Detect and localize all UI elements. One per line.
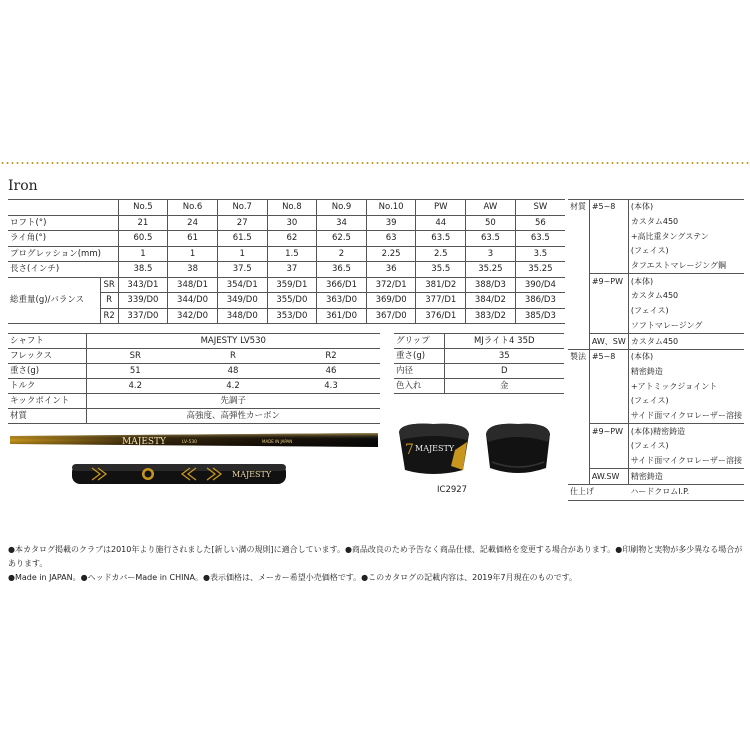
weight-cell: 376/D1 (416, 308, 466, 324)
spec-row-label: プログレッション(mm) (8, 246, 118, 262)
club-header: No.5 (118, 200, 168, 216)
materials-row (568, 394, 744, 409)
weight-cell: 369/D0 (366, 293, 416, 309)
materials-blank (568, 244, 589, 259)
weight-cell: 367/D0 (366, 308, 416, 324)
club-header: No.6 (168, 200, 218, 216)
materials-blank (568, 424, 589, 439)
weight-cell: 366/D1 (317, 277, 367, 293)
spec-cell: 39 (366, 215, 416, 231)
spec-row (8, 215, 565, 231)
materials-blank (589, 409, 628, 424)
flex-value: R (184, 349, 282, 364)
spec-cell: 34 (317, 215, 367, 231)
materials-line: ソフトマレージング (628, 319, 744, 334)
shaft-spec-table (8, 333, 380, 424)
shaft-brand-text: MAJESTY (122, 437, 167, 447)
spec-cell: 38.5 (118, 262, 168, 278)
spec-cell: 27 (217, 215, 267, 231)
cover-number-text: 7 (405, 442, 414, 458)
materials-row (568, 454, 744, 469)
weight-cell: 372/D1 (366, 277, 416, 293)
spec-cell: 63.5 (515, 231, 565, 247)
spec-cell: 1 (168, 246, 218, 262)
grip-value: MJライト4 35D (444, 334, 564, 349)
finish-value: ハードクロムI.P. (628, 485, 744, 501)
weight-cell: 353/D0 (267, 308, 317, 324)
materials-line: +アトミックジョイント (628, 379, 744, 394)
spec-cell: 35.25 (466, 262, 516, 278)
grip-image (72, 460, 286, 488)
materials-row (568, 349, 744, 364)
materials-line: カスタム450 (628, 215, 744, 230)
materials-row (568, 319, 744, 334)
spec-cell: 37 (267, 262, 317, 278)
torque-value: 4.2 (184, 379, 282, 394)
materials-blank (568, 379, 589, 394)
flex-label: フレックス (8, 349, 86, 364)
grip-diameter-label: 内径 (394, 364, 444, 379)
spec-cell: 37.5 (217, 262, 267, 278)
weight-cell: 344/D0 (168, 293, 218, 309)
materials-row (568, 215, 744, 230)
footnote-line: ●本カタログ掲載のクラブは2010年より施行されました[新しい溝の規則]に適合しています。●商品改良のため予告なく商品仕様、記載価格を変更する場合があります。●印刷物と実物が多少異なる場合があります。 (8, 545, 743, 568)
torque-value: 4.3 (282, 379, 380, 394)
grip-diameter-row (394, 364, 564, 379)
materials-range: AW.SW (589, 469, 628, 485)
shaft-model-text: LV-530 (182, 440, 198, 445)
spec-cell: 50 (466, 215, 516, 231)
flex-value: SR (86, 349, 184, 364)
section-title: Iron (8, 178, 38, 194)
grip-diameter-value: D (444, 364, 564, 379)
weight-cell: 337/D0 (118, 308, 168, 324)
spec-row-label: ロフト(°) (8, 215, 118, 231)
materials-range: #9~PW (589, 424, 628, 439)
materials-blank (568, 394, 589, 409)
footnotes (8, 543, 748, 585)
kick-label: キックポイント (8, 394, 86, 409)
weight-cell: 390/D4 (515, 277, 565, 293)
materials-blank (568, 259, 589, 274)
club-header: PW (416, 200, 466, 216)
kick-value: 先調子 (86, 394, 380, 409)
shaft-material-row (8, 409, 380, 424)
materials-row (568, 200, 744, 215)
materials-blank (589, 439, 628, 454)
shaft-material-value: 高強度、高弾性カーボン (86, 409, 380, 424)
finish-row (568, 485, 744, 501)
grip-weight-label: 重さ(g) (394, 349, 444, 364)
materials-row (568, 439, 744, 454)
materials-row (568, 424, 744, 439)
materials-line: タフエストマレージング鋼 (628, 259, 744, 274)
materials-row (568, 244, 744, 259)
materials-blank (589, 365, 628, 380)
materials-row (568, 334, 744, 350)
materials-section-label: 材質 (568, 200, 589, 215)
weight-cell: 355/D0 (267, 293, 317, 309)
materials-blank (568, 365, 589, 380)
materials-line: サイド面マイクロレーザー溶接 (628, 454, 744, 469)
weight-cell: 359/D1 (267, 277, 317, 293)
materials-blank (568, 289, 589, 304)
weight-flex: R2 (100, 308, 118, 324)
materials-line: カスタム450 (628, 289, 744, 304)
flex-row (8, 349, 380, 364)
materials-blank (568, 274, 589, 289)
spec-cell: 1.5 (267, 246, 317, 262)
spec-cell: 61 (168, 231, 218, 247)
spec-cell: 60.5 (118, 231, 168, 247)
materials-row (568, 304, 744, 319)
weight-cell: 354/D1 (217, 277, 267, 293)
weight-cell: 386/D3 (515, 293, 565, 309)
materials-line: カスタム450 (628, 334, 744, 350)
materials-line: (本体) (628, 200, 744, 215)
spec-row-label: ライ角(°) (8, 231, 118, 247)
spec-cell: 44 (416, 215, 466, 231)
club-header: No.9 (317, 200, 367, 216)
materials-line: 精密鋳造 (628, 365, 744, 380)
spec-cell: 3 (466, 246, 516, 262)
weight-cell: 339/D0 (118, 293, 168, 309)
weight-flex: R (100, 293, 118, 309)
materials-blank (568, 469, 589, 485)
torque-row (8, 379, 380, 394)
head-cover-left-image (393, 420, 475, 478)
spec-cell: 56 (515, 215, 565, 231)
materials-blank (589, 304, 628, 319)
footnote-line: ●Made in JAPAN。●ヘッドカバーMade in CHINA。●表示価格は、メーカー希望小売価格です。●このカタログの記載内容は、2019年7月現在のものです。 (8, 573, 577, 582)
head-cover-right-image (482, 420, 554, 478)
materials-blank (589, 394, 628, 409)
shaft-material-label: 材質 (8, 409, 86, 424)
spec-cell: 30 (267, 215, 317, 231)
materials-row (568, 289, 744, 304)
weight-cell: 383/D2 (466, 308, 516, 324)
materials-blank (589, 244, 628, 259)
flex-value: R2 (282, 349, 380, 364)
torque-label: トルク (8, 379, 86, 394)
shaft-weight-label: 重さ(g) (8, 364, 86, 379)
spec-header-row (8, 200, 565, 216)
weight-flex: SR (100, 277, 118, 293)
materials-blank (568, 215, 589, 230)
materials-line: (フェイス) (628, 304, 744, 319)
grip-color-label: 色入れ (394, 379, 444, 394)
spec-row (8, 246, 565, 262)
club-header: AW (466, 200, 516, 216)
materials-line: (フェイス) (628, 439, 744, 454)
spec-cell: 36.5 (317, 262, 367, 278)
materials-range: #9~PW (589, 274, 628, 289)
spec-cell: 2 (317, 246, 367, 262)
weight-cell: 385/D3 (515, 308, 565, 324)
spec-cell: 61.5 (217, 231, 267, 247)
spec-row (8, 262, 565, 278)
spec-cell: 63 (366, 231, 416, 247)
grip-weight-value: 35 (444, 349, 564, 364)
spec-cell: 62.5 (317, 231, 367, 247)
shaft-value: MAJESTY LV530 (86, 334, 380, 349)
grip-color-row (394, 379, 564, 394)
club-header: SW (515, 200, 565, 216)
grip-row (394, 334, 564, 349)
materials-blank (589, 215, 628, 230)
materials-line: サイド面マイクロレーザー溶接 (628, 409, 744, 424)
weight-cell: 384/D2 (466, 293, 516, 309)
materials-blank (568, 334, 589, 350)
spec-cell: 21 (118, 215, 168, 231)
materials-blank (568, 229, 589, 244)
spec-cell: 63.5 (416, 231, 466, 247)
shaft-weight-value: 46 (282, 364, 380, 379)
iron-spec-table (8, 199, 565, 324)
club-header: No.7 (217, 200, 267, 216)
cover-brand-text: MAJESTY (415, 444, 455, 453)
materials-blank (568, 409, 589, 424)
spec-cell: 62 (267, 231, 317, 247)
materials-range: #5~8 (589, 200, 628, 215)
materials-row (568, 409, 744, 424)
cover-code-label: IC2927 (437, 485, 468, 495)
shaft-label: シャフト (8, 334, 86, 349)
club-header: No.10 (366, 200, 416, 216)
header-blank (8, 200, 118, 216)
grip-brand-text: MAJESTY (232, 470, 272, 479)
materials-row (568, 229, 744, 244)
spec-cell: 36 (366, 262, 416, 278)
materials-line: +高比重タングステン (628, 229, 744, 244)
materials-line: (本体) (628, 274, 744, 289)
spec-cell: 38 (168, 262, 218, 278)
weight-cell: 363/D0 (317, 293, 367, 309)
spec-cell: 2.5 (416, 246, 466, 262)
materials-blank (589, 454, 628, 469)
spec-cell: 24 (168, 215, 218, 231)
materials-line: (本体)精密鋳造 (628, 424, 744, 439)
spec-cell: 35.5 (416, 262, 466, 278)
materials-blank (568, 439, 589, 454)
weight-cell: 343/D1 (118, 277, 168, 293)
spec-cell: 35.25 (515, 262, 565, 278)
materials-blank (568, 454, 589, 469)
weight-cell: 348/D0 (217, 308, 267, 324)
materials-blank (589, 319, 628, 334)
grip-color-value: 金 (444, 379, 564, 394)
weight-cell: 342/D0 (168, 308, 218, 324)
materials-blank (589, 379, 628, 394)
materials-table (568, 199, 744, 501)
weight-cell: 349/D0 (217, 293, 267, 309)
materials-blank (589, 229, 628, 244)
weight-row (8, 277, 565, 293)
grip-spec-table (394, 333, 564, 394)
materials-row (568, 274, 744, 289)
spec-cell: 63.5 (466, 231, 516, 247)
materials-row (568, 379, 744, 394)
club-header: No.8 (267, 200, 317, 216)
spec-row (8, 231, 565, 247)
weight-cell: 361/D0 (317, 308, 367, 324)
shaft-image (10, 430, 378, 450)
materials-row (568, 469, 744, 485)
materials-line: (本体) (628, 349, 744, 364)
materials-row (568, 365, 744, 380)
spec-cell: 1 (217, 246, 267, 262)
weight-cell: 377/D1 (416, 293, 466, 309)
shaft-weight-row (8, 364, 380, 379)
materials-range: #5~8 (589, 349, 628, 364)
weight-cell: 381/D2 (416, 277, 466, 293)
shaft-made-text: MADE IN JAPAN (262, 439, 293, 444)
spec-cell: 2.25 (366, 246, 416, 262)
shaft-weight-value: 48 (184, 364, 282, 379)
spec-cell: 1 (118, 246, 168, 262)
grip-weight-row (394, 349, 564, 364)
materials-blank (589, 259, 628, 274)
finish-label: 仕上げ (568, 485, 628, 501)
weight-label: 総重量(g)/バランス (8, 277, 100, 324)
materials-range: AW、SW (589, 334, 628, 350)
kick-row (8, 394, 380, 409)
grip-label: グリップ (394, 334, 444, 349)
weight-cell: 388/D3 (466, 277, 516, 293)
spec-cell: 3.5 (515, 246, 565, 262)
dotted-divider (0, 162, 750, 164)
materials-blank (568, 304, 589, 319)
torque-value: 4.2 (86, 379, 184, 394)
materials-line: (フェイス) (628, 394, 744, 409)
spec-row-label: 長さ(インチ) (8, 262, 118, 278)
materials-section-label: 製法 (570, 352, 586, 362)
materials-line: (フェイス) (628, 244, 744, 259)
materials-blank (568, 319, 589, 334)
weight-cell: 348/D1 (168, 277, 218, 293)
shaft-row (8, 334, 380, 349)
materials-blank (589, 289, 628, 304)
materials-row (568, 259, 744, 274)
materials-line: 精密鋳造 (628, 469, 744, 485)
shaft-weight-value: 51 (86, 364, 184, 379)
